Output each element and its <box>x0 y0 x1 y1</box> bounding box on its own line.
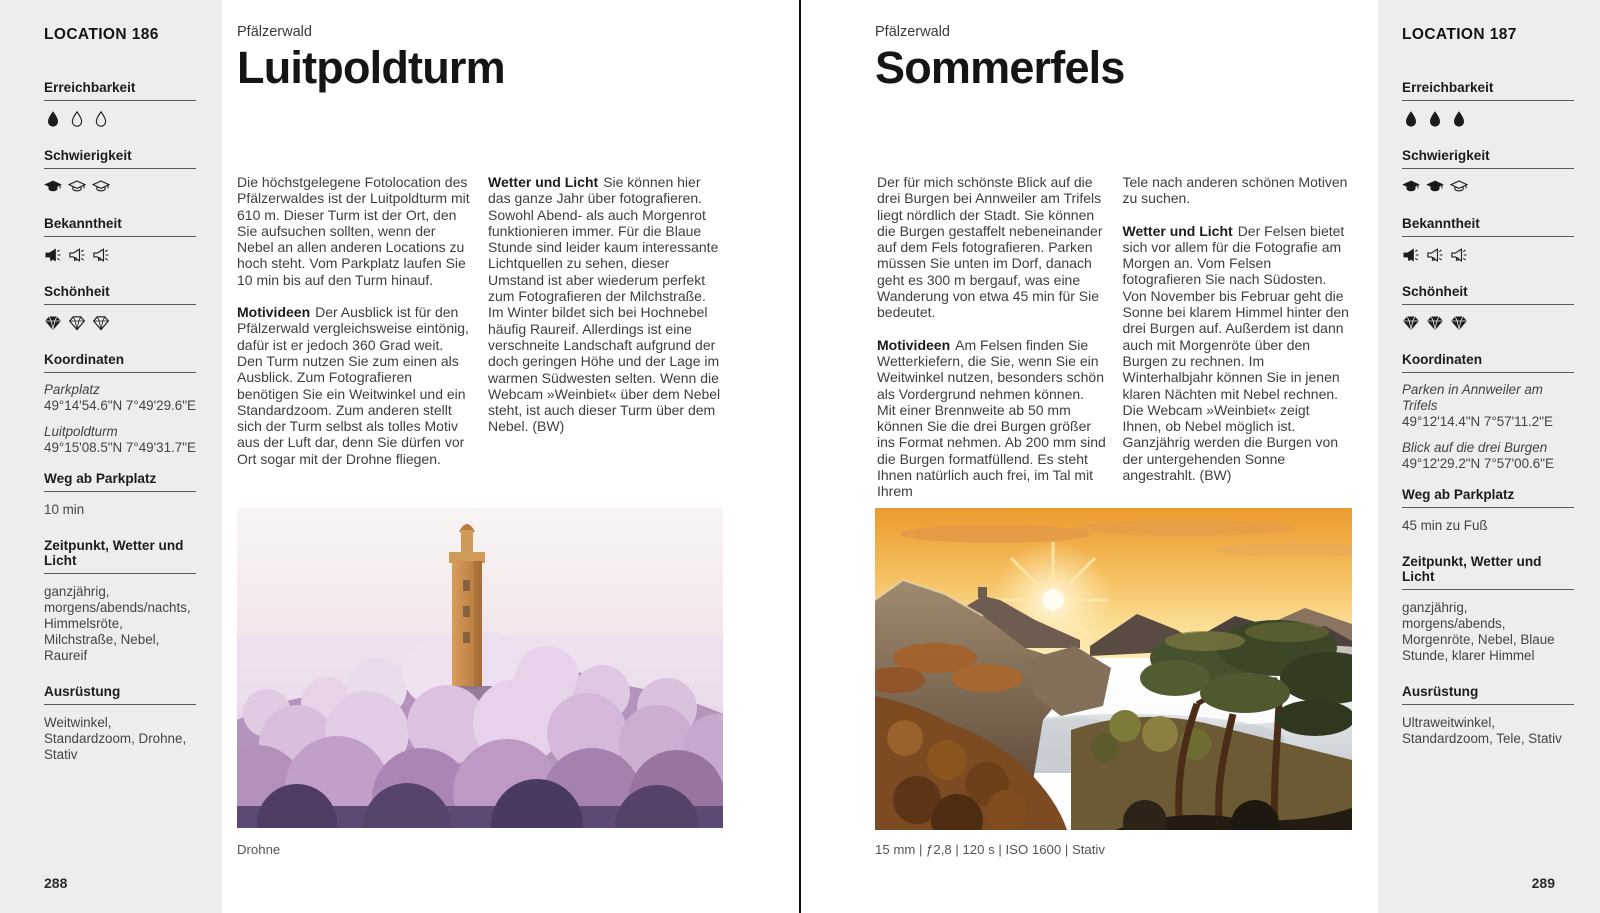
motifs-paragraph: Motivideen Der Ausblick ist für den Pfälzerwald vergleichsweise eintönig, dafür ist er jedoch 360 Grad weit. Den Turm nutzen Sie zum einen als Ausblick. Zum Fotografieren benötigen Sie ein Weitwinkel und ein Standardzoom. Zum anderen stellt sich der Turm selbst als tolles Motiv aus der Luft dar, denn Sie dürfen vor Ort sogar mit der Drohne fliegen. <box>237 304 469 467</box>
megaphone-icon <box>1426 246 1444 264</box>
page-divider <box>799 0 801 913</box>
rating-title: Schönheit <box>44 284 196 305</box>
page-title: Luitpoldturm <box>237 42 505 93</box>
megaphone-icon <box>1402 246 1420 264</box>
rating-schwierigkeit <box>44 148 196 196</box>
weather-paragraph: Wetter und Licht Der Felsen bietet sich vor allem für die Fotografie am Morgen an. Vom Felsen fotografieren Sie nach Südosten. Von November bis Februar geht die Sonne bei klarem Himmel hinter den drei Burgen auf. Außerdem ist dann auch mit Morgenröte über den Burgen zu rechnen. Im Winterhalbjahr können Sie in jenen klaren Nächten mit Nebel rechnen. Die Webcam »Weinbiet« zeigt Ihnen, ob Nebel möglich ist. Ganzjährig werden die Burgen von der untergehenden Sonne angestrahlt. (BW) <box>1122 222 1349 484</box>
body-columns <box>237 174 723 483</box>
weather-paragraph: Wetter und Licht Sie können hier das ganze Jahr über fotografieren. Sowohl Abend- als auch Morgenrot funktionieren immer. Für die Blaue Stunde sind leider kaum interessante Lichtquellen zu sehen, dieser Umstand ist aber wiederum perfekt zum Fotografieren der Milchstraße. Im Winter bildet sich bei Hochnebel häufig Raureif. Allerdings ist eine verschneite Landschaft aufgrund der doch geringen Höhe und der Lage im warmen Südwesten selten. Wenn die Webcam »Weinbiet« über dem Nebel steht, ist auch dieser Turm über dem Nebel. (BW) <box>488 174 721 435</box>
rating-erreichbarkeit <box>1402 80 1574 128</box>
section-title: Zeitpunkt, Wetter und Licht <box>44 538 196 574</box>
water-drop-icon <box>68 110 86 128</box>
sunrise-fog-rocks-illustration <box>875 508 1352 830</box>
graduation-cap-icon <box>68 178 86 196</box>
rating-icons-schoenheit <box>44 314 196 332</box>
time-weather-section <box>1402 554 1574 664</box>
intro-paragraph: Der für mich schönste Blick auf die drei Burgen bei Annweiler am Trifels liegt nördlich der Stadt. Sie können die Burgen gestaffelt nebeneinander auf dem Fels fotografieren. Parken müssen Sie unten im Dorf, danach geht es 300 m bergauf, was eine Wanderung von etwa 45 min für Sie bedeutet. <box>877 174 1103 321</box>
rating-schoenheit <box>44 284 196 332</box>
equipment-text: Weitwinkel, Standardzoom, Drohne, Stativ <box>44 715 187 762</box>
diamond-icon <box>1402 314 1420 332</box>
coordinate-value: 49°15'08.5"N 7°49'31.7"E <box>44 440 196 455</box>
coordinate-value: 49°12'14.4"N 7°57'11.2"E <box>1402 414 1553 429</box>
water-drop-icon <box>92 110 110 128</box>
equipment-text: Ultraweitwinkel, Standardzoom, Tele, Stativ <box>1402 715 1562 746</box>
graduation-cap-icon <box>1426 178 1444 196</box>
rating-icons-bekanntheit <box>44 246 196 264</box>
sidebar-location-187 <box>1378 0 1600 913</box>
section-title: Weg ab Parkplatz <box>1402 487 1574 508</box>
diamond-icon <box>92 314 110 332</box>
rating-schwierigkeit <box>1402 148 1574 196</box>
rating-bekanntheit <box>1402 216 1574 264</box>
photo-caption: 15 mm | ƒ2,8 | 120 s | ISO 1600 | Stativ <box>875 842 1105 857</box>
megaphone-icon <box>44 246 62 264</box>
coordinates-section <box>1402 352 1574 472</box>
page-number-left: 288 <box>44 875 68 891</box>
photo-caption: Drohne <box>237 842 281 857</box>
way-text: 45 min zu Fuß <box>1402 518 1488 533</box>
rating-icons-erreichbarkeit <box>44 110 196 128</box>
rating-erreichbarkeit <box>44 80 196 128</box>
coordinate-entry <box>1402 440 1574 472</box>
location-label: LOCATION 186 <box>44 26 159 43</box>
motifs-continued-paragraph: Tele nach anderen schönen Motiven zu suchen. <box>1122 174 1348 207</box>
text-column-1 <box>877 174 1107 516</box>
region-kicker: Pfälzerwald <box>237 24 312 40</box>
rating-icons-schoenheit <box>1402 314 1574 332</box>
coordinate-value: 49°14'54.6"N 7°49'29.6"E <box>44 398 196 413</box>
diamond-icon <box>1426 314 1444 332</box>
rating-title: Bekanntheit <box>1402 216 1574 237</box>
equipment-section <box>1402 684 1574 747</box>
section-title: Ausrüstung <box>1402 684 1574 705</box>
rating-title: Bekanntheit <box>44 216 196 237</box>
time-weather-text: ganzjährig, morgens/abends, Morgenröte, Nebel, Blaue Stunde, klarer Himmel <box>1402 600 1555 663</box>
weather-heading: Wetter und Licht <box>488 174 599 190</box>
graduation-cap-icon <box>1402 178 1420 196</box>
body-columns <box>877 174 1352 516</box>
megaphone-icon <box>92 246 110 264</box>
section-title: Weg ab Parkplatz <box>44 471 196 492</box>
rating-title: Erreichbarkeit <box>1402 80 1574 101</box>
megaphone-icon <box>1450 246 1468 264</box>
graduation-cap-icon <box>1450 178 1468 196</box>
megaphone-icon <box>68 246 86 264</box>
coordinate-label: Parkplatz <box>44 382 100 397</box>
weather-heading: Wetter und Licht <box>1122 222 1233 239</box>
text-column-2 <box>1123 174 1353 516</box>
equipment-section <box>44 684 196 763</box>
time-weather-section <box>44 538 196 664</box>
water-drop-icon <box>44 110 62 128</box>
text-column-2 <box>488 174 723 483</box>
water-drop-icon <box>1402 110 1420 128</box>
motifs-paragraph: Motivideen Am Felsen finden Sie Wetterkiefern, die Sie, wenn Sie ein Weitwinkel nutzen, besonders schön als Vordergrund nehmen können. Mit einer Brennweite ab 50 mm können Sie die drei Burgen größer ins Format nehmen. Ab 200 mm sind die Burgen formatfüllend. Es steht Ihnen natürlich auch frei, im Tal mit Ihrem <box>877 336 1106 500</box>
section-title: Koordinaten <box>1402 352 1574 373</box>
motifs-heading: Motivideen <box>877 336 951 353</box>
frost-forest-tower-illustration <box>237 508 723 828</box>
coordinates-section <box>44 352 196 456</box>
coordinate-label: Parken in Annweiler am Trifels <box>1402 382 1543 413</box>
page-title: Sommerfels <box>875 42 1125 93</box>
section-title: Ausrüstung <box>44 684 196 705</box>
rating-title: Erreichbarkeit <box>44 80 196 101</box>
section-title: Koordinaten <box>44 352 196 373</box>
time-weather-text: ganzjährig, morgens/abends/nachts, Himmelsröte, Milchstraße, Nebel, Raureif <box>44 584 191 663</box>
rating-schoenheit <box>1402 284 1574 332</box>
diamond-icon <box>44 314 62 332</box>
sommerfels-photo <box>875 508 1352 830</box>
graduation-cap-icon <box>92 178 110 196</box>
intro-paragraph: Die höchstgelegene Fotolocation des Pfälzerwaldes ist der Luitpoldturm mit 610 m. Dieser Turm ist der Ort, den Sie aufsuchen sollten, wenn der Nebel an allen anderen Locations zu hoch steht. Vom Parkplatz laufen Sie 10 min bis auf den Turm hinauf. <box>237 174 470 288</box>
rating-title: Schwierigkeit <box>44 148 196 169</box>
coordinate-entry <box>1402 382 1574 430</box>
rating-icons-schwierigkeit <box>44 178 196 196</box>
rating-title: Schönheit <box>1402 284 1574 305</box>
section-title: Zeitpunkt, Wetter und Licht <box>1402 554 1574 590</box>
rating-title: Schwierigkeit <box>1402 148 1574 169</box>
way-text: 10 min <box>44 502 85 517</box>
sidebar-location-186 <box>0 0 222 913</box>
coordinate-value: 49°12'29.2"N 7°57'00.6"E <box>1402 456 1554 471</box>
region-kicker: Pfälzerwald <box>875 24 950 40</box>
motifs-heading: Motivideen <box>237 304 311 321</box>
location-label: LOCATION 187 <box>1402 26 1517 43</box>
page-luitpoldturm <box>237 0 723 857</box>
water-drop-icon <box>1426 110 1444 128</box>
text-column-1 <box>237 174 472 483</box>
diamond-icon <box>1450 314 1468 332</box>
way-section <box>1402 487 1574 534</box>
rating-icons-schwierigkeit <box>1402 178 1574 196</box>
rating-bekanntheit <box>44 216 196 264</box>
diamond-icon <box>68 314 86 332</box>
water-drop-icon <box>1450 110 1468 128</box>
coordinate-label: Luitpoldturm <box>44 424 118 439</box>
coordinate-entry <box>44 424 196 456</box>
luitpoldturm-photo <box>237 508 723 828</box>
coordinate-label: Blick auf die drei Burgen <box>1402 440 1548 455</box>
way-section <box>44 471 196 518</box>
page-sommerfels <box>875 0 1352 857</box>
rating-icons-erreichbarkeit <box>1402 110 1574 128</box>
coordinate-entry <box>44 382 196 414</box>
graduation-cap-icon <box>44 178 62 196</box>
page-number-right: 289 <box>1531 875 1555 891</box>
rating-icons-bekanntheit <box>1402 246 1574 264</box>
